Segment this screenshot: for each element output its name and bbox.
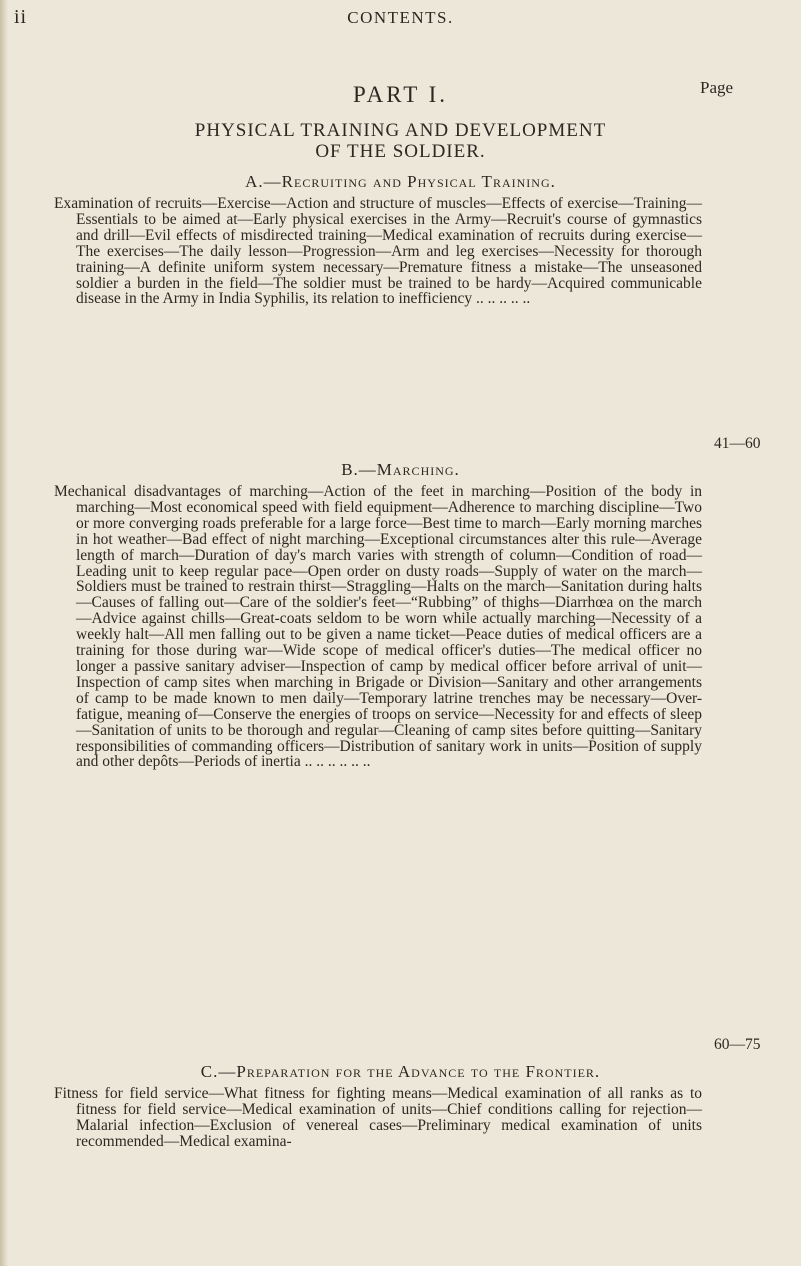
section-b-heading: B.—Marching. (341, 460, 460, 479)
part-subtitle (0, 120, 801, 162)
section-a-heading: A.—Recruiting and Physical Training. (245, 172, 556, 191)
part-subtitle-line2: OF THE SOLDIER. (315, 141, 486, 162)
page-folio: ii (14, 6, 28, 28)
section-b-pages: 60—75 (714, 1036, 761, 1053)
section-c-heading: C.—Preparation for the Advance to the Frontier. (200, 1062, 601, 1081)
part-title: PART I. (352, 82, 449, 107)
section-b-summary: Mechanical disadvantages of marching—Action of the feet in marching—Position of the body in marching—Most economical speed with field equipment—Adherence to marching discipline—Two or more converging roads preferable for a large force—Best time to march—Early morning marches in hot weather—Bad effect of night marching—Exceptional circumstances alter this rule—Average length of march—Duration of day's march varies with strength of column—Condition of road—Leading unit to keep regular pace—Open order on dusty roads—Supply of water on the march—Soldiers must be trained to restrain thirst—Straggling—Halts on the march—Sanitation during halts—Causes of falling out—Care of the soldier's feet—“Rubbing” of thighs—Diarrhœa on the march—Advice against chills—Great-coats seldom to be worn while actually marching—Necessity of a weekly halt—All men falling out to be given a name ticket—Peace duties of medical officers are a training for those during war—Wide scope of medical officer's duties—The medical officer no longer a passive sanitary adviser—Inspection of camp by medical officer before arrival of unit—Inspection of camp sites when marching in Brigade or Division—Sanitary and other arrangements of camp to be made known to men daily—Temporary latrine trenches may be necessary—Over-fatigue, meaning of—Conserve the energies of troops on service—Necessity for and effects of sleep—Sanitation of units to be thorough and regular—Cleaning of camp sites before quitting—Sanitary responsibilities of commanding officers—Distribution of sanitary work in units—Position of supply and other depôts—Periods of inertia .. .. .. .. .. .. (54, 483, 702, 771)
part-subtitle-line1: PHYSICAL TRAINING AND DEVELOPMENT (194, 120, 607, 141)
section-a-summary: Examination of recruits—Exercise—Action and structure of muscles—Effects of exercise—Training—Essentials to be aimed at—Early physical exercises in the Army—Recruit's course of gymnastics and drill—Evil effects of misdirected training—Medical examination of recruits during exercise—The exercises—The daily lesson—Progression—Arm and leg exercises—Necessity for thorough training—A definite uniform system necessary—Premature fitness a mistake—The unseasoned soldier a burden in the field—The soldier must be trained to be hardy—Acquired communicable disease in the Army in India Syphilis, its relation to inefficiency .. .. .. .. .. (54, 195, 702, 308)
section-c-summary: Fitness for field service—What fitness for fighting means—Medical examination of all ranks as to fitness for field service—Medical examination of units—Chief conditions calling for rejection—Malarial infection—Exclusion of venereal cases—Preliminary medical examination of units recommended—Medical examina- (54, 1085, 702, 1150)
page-column-label: Page (700, 78, 734, 97)
section-a-pages: 41—60 (714, 435, 761, 452)
running-head: CONTENTS. (347, 8, 454, 27)
